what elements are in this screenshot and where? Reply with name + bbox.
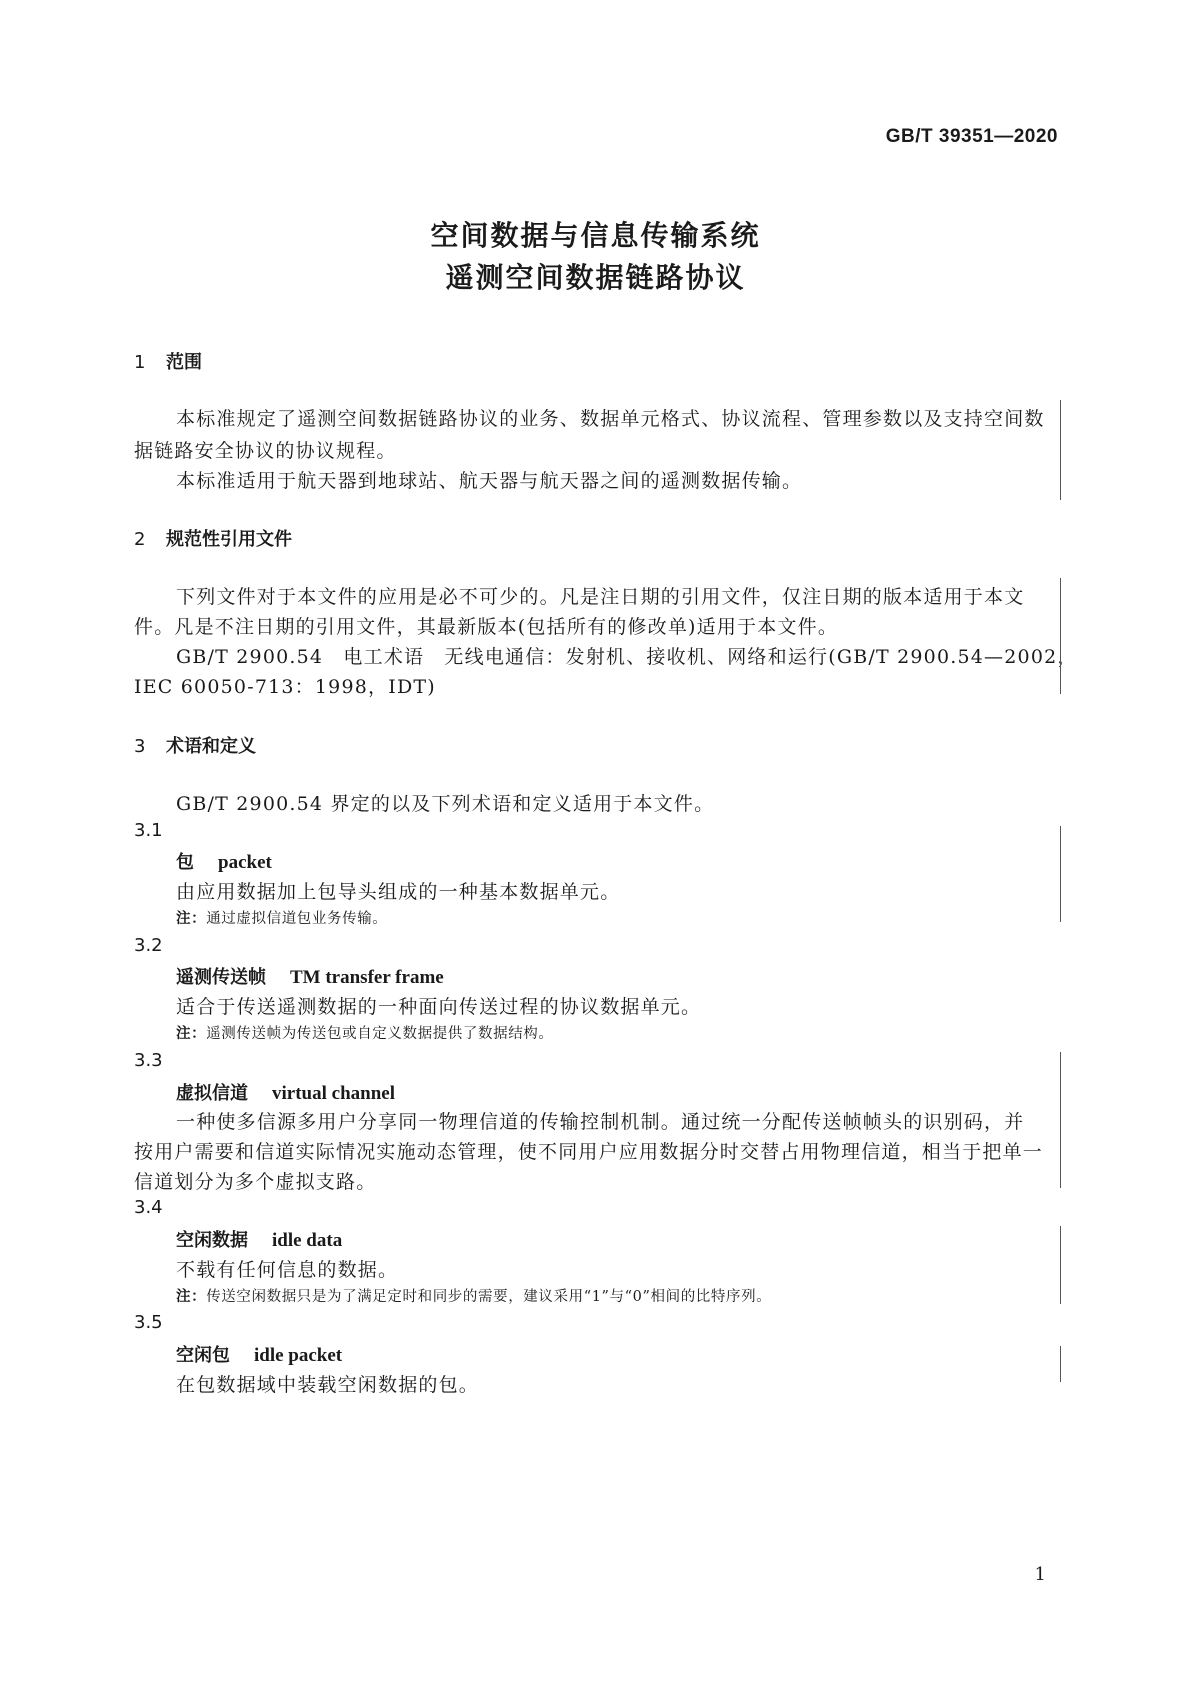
section-heading-scope	[134, 348, 202, 374]
section-number: 3	[134, 736, 146, 757]
term-definition-line-2: 按用户需要和信道实际情况实施动态管理，使不同用户应用数据分时交替占用物理信道，相当于把单一	[134, 1141, 1044, 1163]
term-en: TM transfer frame	[290, 967, 444, 988]
reference-entry-line-1: GB/T 2900.54 电工术语 无线电通信：发射机、接收机、网络和运行(GB/T 2900.54—2002，	[176, 646, 1078, 668]
clause-number: 3.1	[134, 820, 163, 841]
term-definition: 在包数据域中装载空闲数据的包。	[176, 1374, 480, 1396]
term-en: idle data	[272, 1230, 343, 1251]
section-title: 术语和定义	[166, 736, 256, 757]
document-title-line2: 遥测空间数据链路协议	[445, 261, 746, 294]
term-en: packet	[218, 852, 272, 873]
change-bar	[1060, 1226, 1061, 1304]
section-title: 规范性引用文件	[166, 529, 292, 550]
term-definition-line-3: 信道划分为多个虚拟支路。	[134, 1171, 377, 1193]
change-bar	[1060, 826, 1061, 922]
term-definition: 适合于传送遥测数据的一种面向传送过程的协议数据单元。	[176, 996, 702, 1018]
term-definition: 不载有任何信息的数据。	[176, 1259, 399, 1281]
term-zh: 虚拟信道	[176, 1083, 248, 1104]
term-heading	[176, 848, 272, 874]
note-label: 注：	[176, 1289, 207, 1305]
term-zh: 遥测传送帧	[176, 967, 266, 988]
term-note	[176, 907, 387, 928]
scope-paragraph-1-line-2: 据链路安全协议的协议规程。	[134, 440, 397, 462]
section-number: 1	[134, 352, 146, 373]
note-label: 注：	[176, 911, 207, 927]
term-en: idle packet	[254, 1345, 343, 1366]
page-number: 1	[1034, 1564, 1046, 1585]
references-paragraph-line-2: 件。凡是不注日期的引用文件，其最新版本(包括所有的修改单)适用于本文件。	[134, 616, 839, 638]
scope-paragraph-2: 本标准适用于航天器到地球站、航天器与航天器之间的遥测数据传输。	[176, 470, 803, 492]
section-number: 2	[134, 529, 146, 550]
term-definition-line-1: 一种使多信源多用户分享同一物理信道的传输控制机制。通过统一分配传送帧帧头的识别码，并	[176, 1111, 1025, 1133]
note-text: 通过虚拟信道包业务传输。	[206, 911, 388, 927]
term-zh: 包	[176, 852, 194, 873]
change-bar	[1060, 1346, 1061, 1382]
change-bar	[1060, 400, 1061, 500]
term-note	[176, 1022, 554, 1043]
section-heading-normative-references	[134, 525, 292, 551]
term-note	[176, 1285, 771, 1306]
scope-paragraph-1-line-1: 本标准规定了遥测空间数据链路协议的业务、数据单元格式、协议流程、管理参数以及支持空间数	[176, 408, 1045, 430]
note-text: 传送空闲数据只是为了满足定时和同步的需要，建议采用“1”与“0”相间的比特序列。	[206, 1289, 772, 1305]
clause-number: 3.5	[134, 1312, 163, 1333]
term-heading	[176, 1079, 395, 1105]
term-zh: 空闲包	[176, 1345, 230, 1366]
clause-number: 3.2	[134, 935, 163, 956]
section-heading-terms	[134, 732, 256, 758]
term-definition: 由应用数据加上包导头组成的一种基本数据单元。	[176, 881, 621, 903]
terms-intro: GB/T 2900.54 界定的以及下列术语和定义适用于本文件。	[176, 793, 715, 815]
note-text: 遥测传送帧为传送包或自定义数据提供了数据结构。	[206, 1026, 554, 1042]
reference-entry-line-2: IEC 60050-713：1998，IDT)	[134, 676, 436, 698]
term-heading	[176, 1226, 342, 1252]
document-title-line1: 空间数据与信息传输系统	[430, 219, 761, 252]
standard-number: GB/T 39351—2020	[885, 126, 1058, 147]
clause-number: 3.3	[134, 1050, 163, 1071]
section-title: 范围	[166, 352, 202, 373]
term-heading	[176, 963, 444, 989]
references-paragraph-line-1: 下列文件对于本文件的应用是必不可少的。凡是注日期的引用文件，仅注日期的版本适用于本文	[176, 586, 1025, 608]
change-bar	[1060, 1052, 1061, 1188]
term-zh: 空闲数据	[176, 1230, 248, 1251]
term-en: virtual channel	[272, 1083, 395, 1104]
clause-number: 3.4	[134, 1197, 163, 1218]
note-label: 注：	[176, 1026, 207, 1042]
change-bar	[1060, 578, 1061, 694]
term-heading	[176, 1341, 342, 1367]
